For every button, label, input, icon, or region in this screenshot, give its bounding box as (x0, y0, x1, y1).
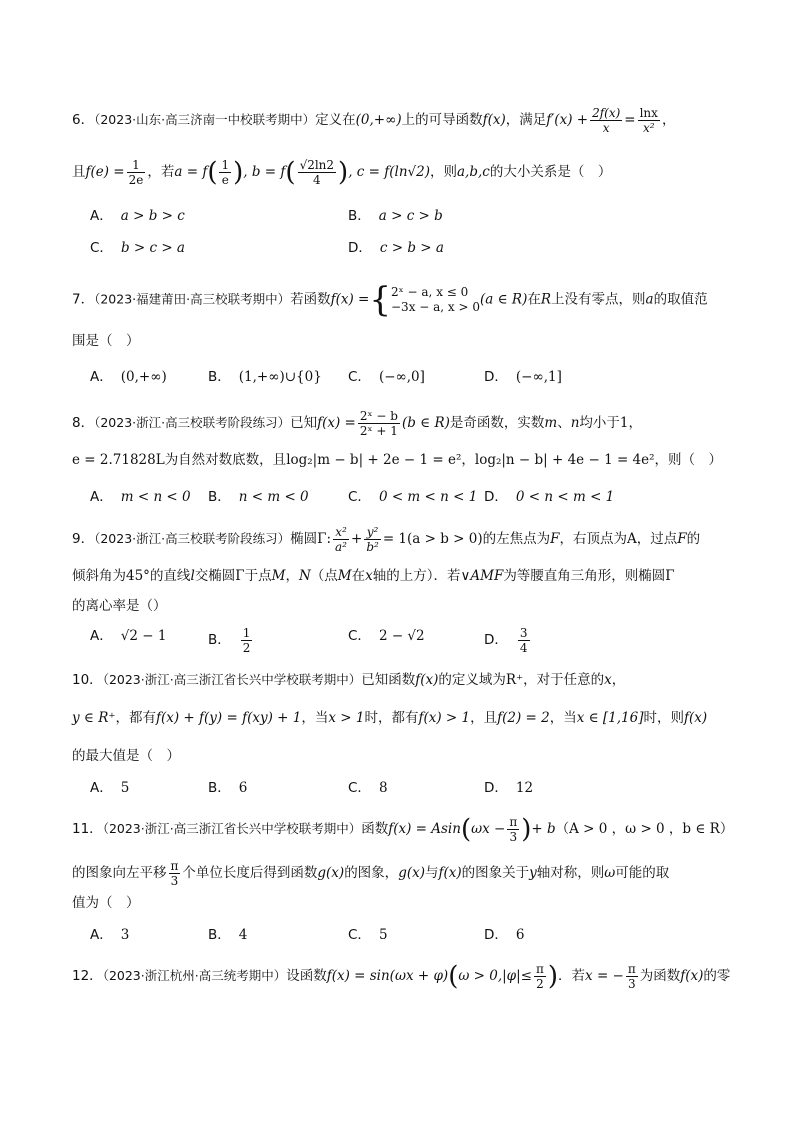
q9-line-1: 9．（2023·浙江·高三校联考阶段练习）椭圆Γ: $\frac{\text{x²}}{\text{a²}}$ + $\frac{\text{y²}}{\text{b²}}$ = 1(a > b > 0)的左焦点为F，右顶点为A，过点F的 (72, 525, 701, 554)
option-a[interactable]: A． √2 − 1 (90, 628, 167, 644)
q6-line-2: 且f(e) = $\frac{1}{2e}$ ，若a = f( $\frac{1}{e}$ ), b = f( $\frac{√2\ln 2}{4}$ ), c = f(ln√2)，则a,b,c的大小关系是（ ） (72, 157, 612, 188)
option-a[interactable]: A． a > b > c (90, 208, 185, 224)
fraction: $\frac{1}{e}$ (221, 158, 230, 187)
option-d[interactable]: D． c > b > a (348, 240, 444, 256)
q7-line-2: 围是（ ） (72, 333, 140, 349)
fraction: $\frac{1}{2e}$ (128, 158, 144, 187)
question-number: 6． (72, 112, 95, 128)
option-a[interactable]: A． 5 (90, 780, 130, 796)
q9-line-3: 的离心率是（） (72, 598, 167, 614)
option-d[interactable]: D． 12 (484, 780, 534, 796)
option-a[interactable]: A． 3 (90, 927, 130, 943)
q12-line-1: 12．（2023·浙江杭州·高三统考期中）设函数f(x) = sin(ωx + φ)(ω > 0,|φ|≤ $\frac{\pi}{2}$ )．若x = − $\frac{\pi}{3}$ 为函数f(x)的零 (72, 961, 731, 992)
option-c[interactable]: C． 8 (348, 780, 388, 796)
fraction: $\frac{\pi}{3}$ (170, 859, 179, 888)
option-d[interactable]: D． 6 (484, 927, 525, 943)
option-b[interactable]: B． (1,+∞)∪{0} (208, 369, 322, 385)
option-b[interactable]: B． 6 (208, 780, 248, 796)
option-c[interactable]: C． (−∞,0] (348, 369, 425, 385)
option-b[interactable]: B． n < m < 0 (208, 489, 309, 505)
question-source: （2023·山东·高三济南一中校联考期中） (94, 112, 316, 127)
q10-line-2: y ∈ R⁺，都有f(x) + f(y) = f(xy) + 1，当x > 1时，都有f(x) > 1，且f(2) = 2，当x ∈ [1,16]时，则f(x) (72, 710, 708, 726)
fraction: $\frac{2f(x)}{x}$ (592, 106, 621, 135)
q8-line-2: e = 2.71828L为自然对数底数，且log₂|m − b| + 2e − 1 = e²，log₂|n − b| + 4e − 1 = 4e²，则（ ） (72, 452, 723, 468)
q7-line-1: 7．（2023·福建莆田·高三校联考期中）若函数f(x) ={ 2ˣ − a, x ≤ 0 −3x − a, x > 0 (a ∈ R)在R上没有零点，则a的取值范 (72, 280, 708, 320)
q10-line-3: 的最大值是（ ） (72, 748, 180, 764)
q9-line-2: 倾斜角为45°的直线l交椭圆Γ于点M，N（点M在x轴的上方）．若∨AMF为等腰直角三角形，则椭圆Γ (72, 568, 675, 584)
option-a[interactable]: A． (0,+∞) (90, 369, 167, 385)
option-c[interactable]: C． 5 (348, 927, 388, 943)
q6-line-1: 6．（2023·山东·高三济南一中校联考期中）定义在(0,+∞)上的可导函数f(x)，满足f′(x) + $\frac{2f(x)}{x}$ = $\frac{\ln x}{\text{x²}}$ ， (72, 106, 676, 135)
q11-line-2: 的图象向左平移 $\frac{\pi}{3}$ 个单位长度后得到函数g(x)的图象，g(x)与f(x)的图象关于y轴对称，则ω可能的取 (72, 859, 670, 888)
q10-line-1: 10．（2023·浙江·高三浙江省长兴中学校联考期中）已知函数f(x)的定义域为R⁺，对于任意的x， (72, 672, 626, 688)
q11-line-3: 值为（ ） (72, 895, 140, 911)
option-b[interactable]: B． $\frac{1}{2}$ (208, 626, 251, 655)
q11-line-1: 11．（2023·浙江·高三浙江省长兴中学校联考期中）函数f(x) = Asin(ωx − $\frac{\pi}{3}$ )+ b（A > 0 ，ω > 0 ，b ∈ R） (72, 814, 734, 845)
q8-line-1: 8．（2023·浙江·高三校联考阶段练习）已知f(x) = $\frac{\text{2ˣ − b}}{\text{2ˣ + 1}}$ (b ∈ R)是奇函数，实数m、n均小于1， (72, 409, 642, 438)
option-a[interactable]: A． m < n < 0 (90, 489, 191, 505)
option-c[interactable]: C． 0 < m < n < 1 (348, 489, 478, 505)
option-d[interactable]: D． 0 < n < m < 1 (484, 489, 615, 505)
fraction: $\frac{\ln x}{\text{x²}}$ (639, 106, 658, 135)
fraction: $\frac{\pi}{3}$ (627, 962, 636, 991)
fraction: $\frac{\text{2ˣ − b}}{\text{2ˣ + 1}}$ (359, 409, 398, 438)
fraction: $\frac{\text{x²}}{\text{a²}}$ (335, 525, 347, 554)
fraction: $\frac{\pi}{2}$ (536, 962, 544, 991)
option-b[interactable]: B． a > c > b (348, 208, 443, 224)
fraction: $\frac{√2\ln 2}{4}$ (299, 158, 335, 187)
option-d[interactable]: D． (−∞,1] (484, 369, 562, 385)
option-d[interactable]: D． $\frac{3}{4}$ (484, 626, 528, 655)
option-c[interactable]: C． b > c > a (90, 240, 185, 256)
piecewise-cases: 2ˣ − a, x ≤ 0 −3x − a, x > 0 (391, 285, 481, 314)
fraction: $\frac{\pi}{3}$ (509, 815, 518, 844)
fraction: $\frac{\text{y²}}{\text{b²}}$ (366, 525, 379, 554)
option-c[interactable]: C． 2 − √2 (348, 628, 425, 644)
option-b[interactable]: B． 4 (208, 927, 248, 943)
